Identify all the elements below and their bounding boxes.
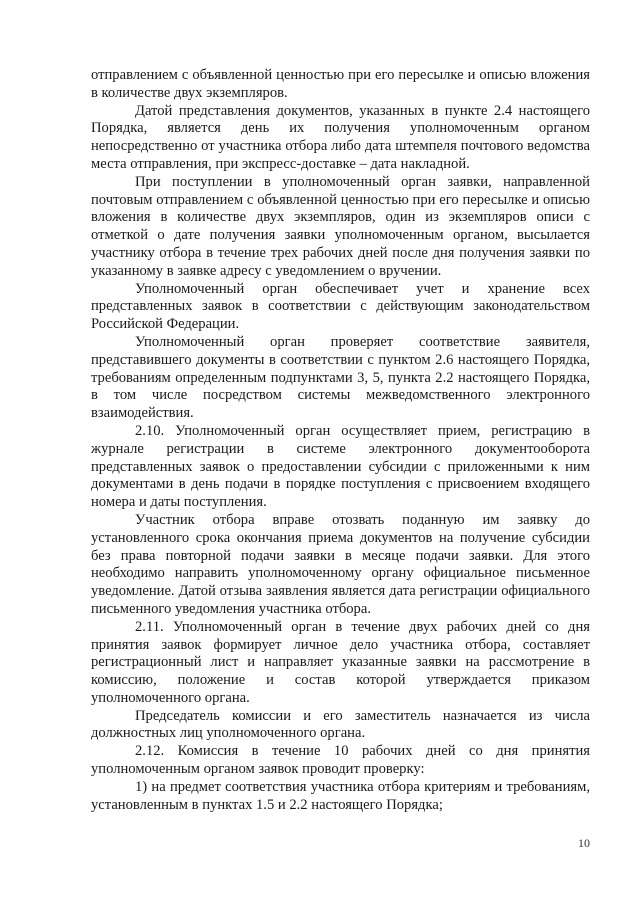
document-body [91, 67, 590, 814]
paragraph-postal-receipt: При поступлении в уполномоченный орган заявки, направленной почтовым отправлением с объявленной ценностью при его пересылке и описью вложения в количестве двух экземпляров, один из экземпляров описи с отметкой о дате получения заявки уполномоченным органом, высылается участнику отбора в течение трех рабочих дней после дня получения заявки по указанному в заявке адресу с уведомлением о вручении. [91, 173, 590, 279]
paragraph-submission-date: Датой представления документов, указанных в пункте 2.4 настоящего Порядка, является день их получения уполномоченным органом непосредственно от участника отбора либо дата штемпеля почтового ведомства места отправления, при экспресс-доставке – дата накладной. [91, 102, 590, 172]
paragraph-chairman: Председатель комиссии и его заместитель назначается из числа должностных лиц уполномоченного органа. [91, 707, 590, 742]
paragraph-continuation: отправлением с объявленной ценностью при его пересылке и описью вложения в количестве двух экземпляров. [91, 67, 590, 101]
paragraph-item-1: 1) на предмет соответствия участника отбора критериям и требованиям, установленным в пунктах 1.5 и 2.2 настоящего Порядка; [91, 778, 590, 813]
paragraph-verification: Уполномоченный орган проверяет соответствие заявителя, представившего документы в соответствии с пунктом 2.6 настоящего Порядка, требованиям определенным подпунктами 3, 5, пункта 2.2 настоящего Порядка, в том числе посредством системы межведомственного электронного взаимодействия. [91, 333, 590, 422]
paragraph-2-12: 2.12. Комиссия в течение 10 рабочих дней со дня принятия уполномоченным органом заявок проводит проверку: [91, 743, 590, 778]
paragraph-storage: Уполномоченный орган обеспечивает учет и хранение всех представленных заявок в соответствии с действующим законодательством Российской Федерации. [91, 280, 590, 333]
page-number: 10 [578, 836, 590, 850]
paragraph-withdrawal: Участник отбора вправе отозвать поданную им заявку до установленного срока окончания приема документов на получение субсидии без права повторной подачи заявки в месяце подачи заявки. Для этого необходимо направить уполномоченному органу официальное письменное уведомление. Датой отзыва заявления является дата регистрации официального письменного уведомления участника отбора. [91, 511, 590, 617]
paragraph-2-11: 2.11. Уполномоченный орган в течение двух рабочих дней со дня принятия заявок формирует личное дело участника отбора, составляет регистрационный лист и направляет указанные заявки на рассмотрение в комиссию, положение и состав которой утверждается приказом уполномоченного органа. [91, 618, 590, 706]
paragraph-2-10: 2.10. Уполномоченный орган осуществляет прием, регистрацию в журнале регистрации в системе электронного документооборота представленных заявок о предоставлении субсидии с приложенными к ним документами в день подачи в порядке поступления с присвоением входящего номера и даты поступления. [91, 422, 590, 511]
